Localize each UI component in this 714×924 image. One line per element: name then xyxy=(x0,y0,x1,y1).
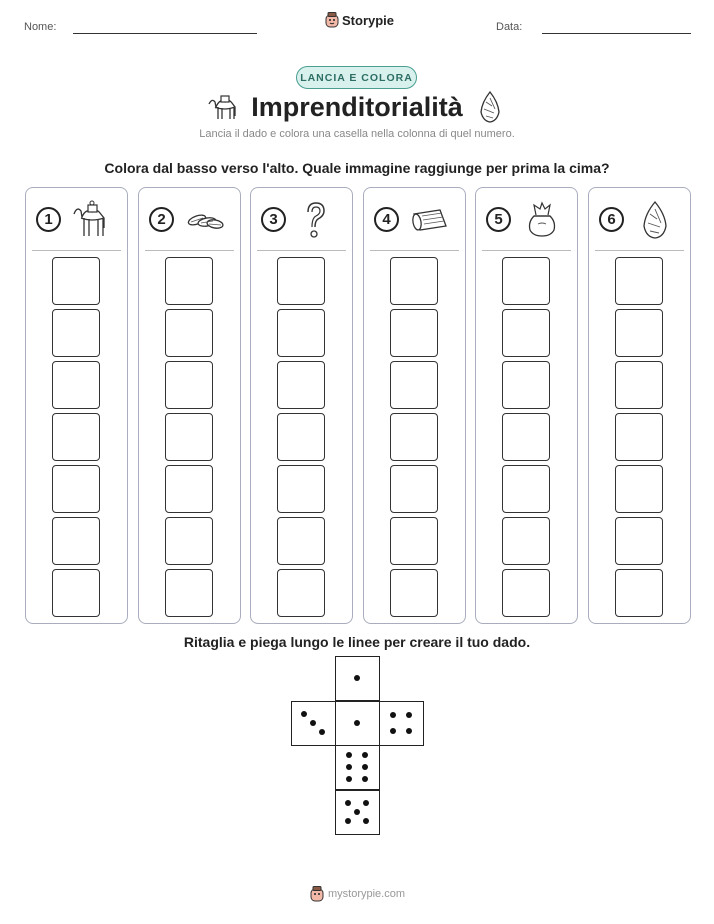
color-box[interactable] xyxy=(390,413,438,461)
column-number: 4 xyxy=(374,207,399,232)
name-label: Nome: xyxy=(24,21,57,33)
seeds-icon xyxy=(183,200,227,240)
color-box[interactable] xyxy=(502,517,550,565)
die-face-lower xyxy=(335,745,380,790)
color-box[interactable] xyxy=(502,569,550,617)
die-pip xyxy=(406,712,412,718)
scroll-icon xyxy=(408,200,452,240)
color-box[interactable] xyxy=(165,517,213,565)
column-6 xyxy=(588,187,691,624)
column-number: 3 xyxy=(261,207,286,232)
die-face-right xyxy=(379,701,424,746)
die-pip xyxy=(301,711,307,717)
money-bag-icon xyxy=(520,200,564,240)
color-box[interactable] xyxy=(277,569,325,617)
page-title: Imprenditorialità xyxy=(251,92,463,122)
column-3 xyxy=(250,187,353,624)
color-box[interactable] xyxy=(502,413,550,461)
column-header xyxy=(476,188,577,248)
color-box[interactable] xyxy=(615,465,663,513)
die-pip xyxy=(354,675,360,681)
die-pip xyxy=(390,728,396,734)
die-pip xyxy=(390,712,396,718)
date-line[interactable] xyxy=(542,33,691,34)
instruction-text: Colora dal basso verso l'alto. Quale immagine raggiunge per prima la cima? xyxy=(104,160,610,176)
color-box[interactable] xyxy=(502,309,550,357)
die-pip xyxy=(406,728,412,734)
column-divider xyxy=(32,250,121,251)
column-header xyxy=(139,188,240,248)
column-2 xyxy=(138,187,241,624)
question-mark-icon xyxy=(295,200,339,240)
die-pip xyxy=(346,764,352,770)
column-number: 6 xyxy=(599,207,624,232)
color-box[interactable] xyxy=(390,569,438,617)
column-divider xyxy=(482,250,571,251)
arrowhead-icon xyxy=(633,200,677,240)
brand-name: Storypie xyxy=(342,12,395,28)
color-box[interactable] xyxy=(615,517,663,565)
die-pip xyxy=(362,764,368,770)
column-number: 5 xyxy=(486,207,511,232)
storypie-mascot-icon xyxy=(325,12,339,28)
color-box[interactable] xyxy=(277,465,325,513)
die-pip xyxy=(362,752,368,758)
die-pip xyxy=(363,818,369,824)
color-box[interactable] xyxy=(165,413,213,461)
column-divider xyxy=(595,250,684,251)
camel-icon xyxy=(70,200,114,240)
color-box[interactable] xyxy=(165,569,213,617)
footer-url: mystorypie.com xyxy=(328,888,406,900)
color-box[interactable] xyxy=(52,569,100,617)
color-box[interactable] xyxy=(615,309,663,357)
column-1 xyxy=(25,187,128,624)
column-header xyxy=(251,188,352,248)
date-label: Data: xyxy=(496,21,523,33)
die-pip xyxy=(319,729,325,735)
column-divider xyxy=(145,250,234,251)
name-line[interactable] xyxy=(73,33,257,34)
color-box[interactable] xyxy=(52,309,100,357)
color-box[interactable] xyxy=(277,517,325,565)
color-box[interactable] xyxy=(277,413,325,461)
column-number: 2 xyxy=(149,207,174,232)
die-pip xyxy=(345,818,351,824)
activity-tag: LANCIA E COLORA xyxy=(296,66,417,89)
die-face-bottom xyxy=(335,790,380,835)
color-box[interactable] xyxy=(277,309,325,357)
die-pip xyxy=(363,800,369,806)
brand-logo xyxy=(325,12,394,28)
color-box[interactable] xyxy=(165,309,213,357)
column-header xyxy=(26,188,127,248)
color-box[interactable] xyxy=(615,413,663,461)
footer xyxy=(310,886,405,902)
die-pip xyxy=(362,776,368,782)
color-box[interactable] xyxy=(165,257,213,305)
column-5 xyxy=(475,187,578,624)
die-pip xyxy=(354,809,360,815)
column-4 xyxy=(363,187,466,624)
color-box[interactable] xyxy=(390,517,438,565)
die-face-left xyxy=(291,701,336,746)
color-box[interactable] xyxy=(52,361,100,409)
color-box[interactable] xyxy=(165,465,213,513)
die-face-center xyxy=(335,701,380,746)
color-box[interactable] xyxy=(165,361,213,409)
die-pip xyxy=(354,720,360,726)
die-face-top xyxy=(335,656,380,701)
color-box[interactable] xyxy=(502,361,550,409)
die-pip xyxy=(310,720,316,726)
die-pip xyxy=(345,800,351,806)
column-divider xyxy=(370,250,459,251)
column-number: 1 xyxy=(36,207,61,232)
die-pip xyxy=(346,752,352,758)
color-box[interactable] xyxy=(390,465,438,513)
color-box[interactable] xyxy=(52,413,100,461)
color-box[interactable] xyxy=(390,257,438,305)
color-box[interactable] xyxy=(390,361,438,409)
color-box[interactable] xyxy=(615,569,663,617)
page-subtitle: Lancia il dado e colora una casella nella colonna di quel numero. xyxy=(199,128,515,140)
color-box[interactable] xyxy=(277,361,325,409)
color-box[interactable] xyxy=(615,361,663,409)
storypie-mascot-icon xyxy=(310,886,324,902)
column-header xyxy=(364,188,465,248)
cut-instruction: Ritaglia e piega lungo le linee per creare il tuo dado. xyxy=(183,634,531,650)
color-box[interactable] xyxy=(52,257,100,305)
arrowhead-icon xyxy=(478,90,502,124)
color-box[interactable] xyxy=(390,309,438,357)
color-box[interactable] xyxy=(502,257,550,305)
color-box[interactable] xyxy=(52,517,100,565)
column-header xyxy=(589,188,690,248)
color-box[interactable] xyxy=(52,465,100,513)
die-pip xyxy=(346,776,352,782)
color-box[interactable] xyxy=(615,257,663,305)
color-box[interactable] xyxy=(277,257,325,305)
color-box[interactable] xyxy=(502,465,550,513)
column-divider xyxy=(257,250,346,251)
